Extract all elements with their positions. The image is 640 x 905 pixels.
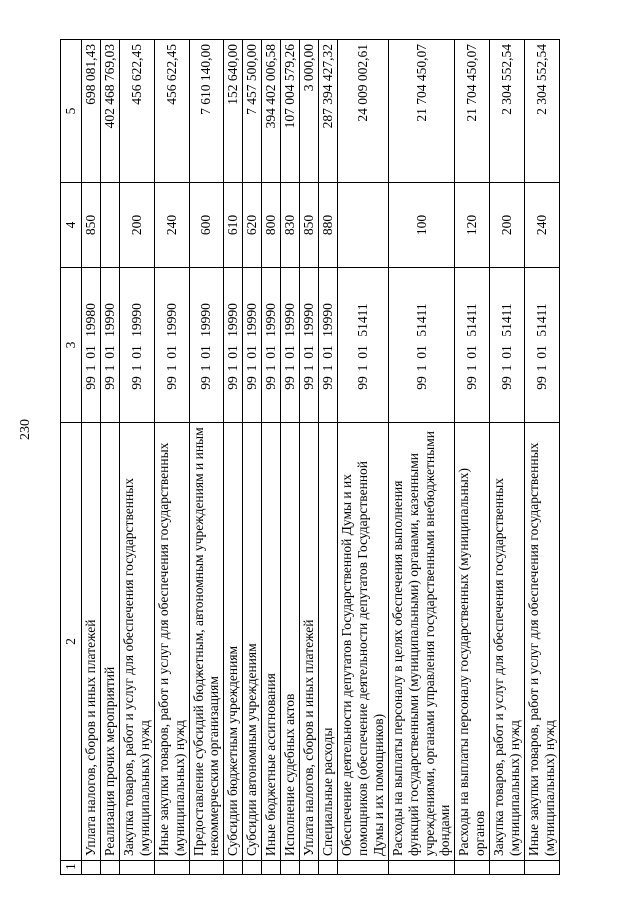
code-part: 19990 xyxy=(128,303,144,337)
table-row xyxy=(189,40,224,875)
column-header: 2 xyxy=(61,423,82,861)
amount: 456 622,45 xyxy=(119,40,154,183)
code-part: 1 xyxy=(301,364,317,372)
row-marker-cell xyxy=(525,861,560,875)
expense-type-code xyxy=(337,183,388,268)
code-part: 01 xyxy=(354,345,370,359)
row-marker-cell xyxy=(490,861,525,875)
amount: 402 468 769,03 xyxy=(100,40,119,183)
amount: 24 009 002,61 xyxy=(337,40,388,183)
expense-name: Исполнение судебных актов xyxy=(281,423,300,861)
code-part: 1 xyxy=(464,364,480,372)
row-marker-cell xyxy=(455,861,490,875)
row-marker-cell xyxy=(100,861,119,875)
row-marker-cell xyxy=(318,861,337,875)
code-part: 99 xyxy=(101,376,117,390)
code-part: 99 xyxy=(319,376,335,390)
expense-name: Предоставление субсидий бюджетным, автономным учреждениям и иным некоммерческим организациям xyxy=(189,423,224,861)
amount: 394 402 006,58 xyxy=(262,40,281,183)
code-part: 01 xyxy=(163,345,179,359)
code-part: 51411 xyxy=(464,303,480,337)
expense-type-code: 800 xyxy=(262,183,281,268)
code-part: 1 xyxy=(128,364,144,372)
row-marker-cell xyxy=(262,861,281,875)
expense-name: Иные бюджетные ассигнования xyxy=(262,423,281,861)
table-row xyxy=(243,40,262,875)
row-marker-cell xyxy=(337,861,388,875)
table-header-row xyxy=(61,40,82,875)
code-part: 99 xyxy=(499,376,515,390)
code-part: 01 xyxy=(301,345,317,359)
amount: 287 394 427,32 xyxy=(318,40,337,183)
amount: 21 704 450,07 xyxy=(455,40,490,183)
target-article-code xyxy=(455,268,490,423)
code-part: 1 xyxy=(413,364,429,372)
code-part: 1 xyxy=(244,364,260,372)
code-part: 99 xyxy=(83,376,98,390)
row-marker-cell xyxy=(224,861,243,875)
page-number: 230 xyxy=(18,419,33,440)
expense-name: Иные закупки товаров, работ и услуг для обеспечения государственных (муниципальных) нужд xyxy=(154,423,189,861)
table-row xyxy=(119,40,154,875)
expense-name: Специальные расходы xyxy=(318,423,337,861)
code-part: 1 xyxy=(101,364,117,372)
code-part: 19990 xyxy=(319,303,335,337)
target-article-code xyxy=(119,268,154,423)
table-row xyxy=(300,40,319,875)
target-article-code xyxy=(154,268,189,423)
row-marker-cell xyxy=(300,861,319,875)
code-part: 1 xyxy=(282,364,298,372)
budget-table xyxy=(60,39,560,875)
code-part: 99 xyxy=(282,376,298,390)
code-part: 19990 xyxy=(225,303,241,337)
code-part: 19990 xyxy=(163,303,179,337)
target-article-code xyxy=(100,268,119,423)
expense-name: Реализация прочих мероприятий xyxy=(100,423,119,861)
row-marker-cell xyxy=(281,861,300,875)
expense-name: Расходы на выплаты персоналу государственных (муниципальных) органов xyxy=(455,423,490,861)
row-marker-cell xyxy=(119,861,154,875)
code-part: 01 xyxy=(464,345,480,359)
expense-type-code xyxy=(100,183,119,268)
expense-name: Обеспечение деятельности депутатов Государственной Думы и их помощников (обеспечение деятельности депутатов Государственной Думы и их помощников) xyxy=(337,423,388,861)
code-part: 01 xyxy=(128,345,144,359)
code-part: 51411 xyxy=(499,303,515,337)
column-header: 4 xyxy=(61,183,82,268)
amount: 152 640,00 xyxy=(224,40,243,183)
column-header: 1 xyxy=(61,861,82,875)
expense-type-code: 100 xyxy=(388,183,455,268)
target-article-code xyxy=(490,268,525,423)
amount: 3 000,00 xyxy=(300,40,319,183)
code-part: 19980 xyxy=(83,303,98,337)
code-part: 01 xyxy=(499,345,515,359)
code-part: 01 xyxy=(534,345,549,359)
table-row xyxy=(100,40,119,875)
expense-type-code: 600 xyxy=(189,183,224,268)
table-row xyxy=(337,40,388,875)
amount: 7 610 140,00 xyxy=(189,40,224,183)
amount: 21 704 450,07 xyxy=(388,40,455,183)
code-part: 01 xyxy=(244,345,260,359)
code-part: 01 xyxy=(101,345,117,359)
code-part: 01 xyxy=(83,345,98,359)
code-part: 19990 xyxy=(301,303,317,337)
expense-type-code: 200 xyxy=(119,183,154,268)
table-row xyxy=(388,40,455,875)
code-part: 99 xyxy=(128,376,144,390)
code-part: 99 xyxy=(413,376,429,390)
expense-type-code: 620 xyxy=(243,183,262,268)
code-part: 99 xyxy=(244,376,260,390)
expense-name: Иные закупки товаров, работ и услуг для обеспечения государственных (муниципальных) нужд xyxy=(525,423,560,861)
code-part: 51411 xyxy=(354,303,370,337)
rotated-page-content xyxy=(60,40,605,875)
code-part: 99 xyxy=(354,376,370,390)
row-marker-cell xyxy=(243,861,262,875)
target-article-code xyxy=(388,268,455,423)
code-part: 01 xyxy=(225,345,241,359)
expense-type-code: 240 xyxy=(154,183,189,268)
target-article-code xyxy=(300,268,319,423)
target-article-code xyxy=(224,268,243,423)
expense-type-code: 610 xyxy=(224,183,243,268)
code-part: 19990 xyxy=(244,303,260,337)
code-part: 51411 xyxy=(413,303,429,337)
expense-type-code: 120 xyxy=(455,183,490,268)
table-row xyxy=(281,40,300,875)
code-part: 51411 xyxy=(534,303,549,337)
target-article-code xyxy=(337,268,388,423)
table-row xyxy=(490,40,525,875)
table-row xyxy=(154,40,189,875)
code-part: 01 xyxy=(263,345,279,359)
amount: 2 304 552,54 xyxy=(525,40,560,183)
code-part: 1 xyxy=(534,364,549,372)
table-row xyxy=(455,40,490,875)
expense-type-code: 830 xyxy=(281,183,300,268)
code-part: 01 xyxy=(198,345,214,359)
row-marker-cell xyxy=(388,861,455,875)
code-part: 19990 xyxy=(282,303,298,337)
table-row xyxy=(525,40,560,875)
amount: 698 081,43 xyxy=(82,40,101,183)
amount: 7 457 500,00 xyxy=(243,40,262,183)
code-part: 1 xyxy=(198,364,214,372)
code-part: 01 xyxy=(413,345,429,359)
code-part: 1 xyxy=(83,364,98,372)
code-part: 99 xyxy=(198,376,214,390)
target-article-code xyxy=(262,268,281,423)
amount: 107 004 579,26 xyxy=(281,40,300,183)
expense-type-code: 850 xyxy=(82,183,101,268)
code-part: 19990 xyxy=(263,303,279,337)
expense-type-code: 880 xyxy=(318,183,337,268)
code-part: 01 xyxy=(282,345,298,359)
code-part: 1 xyxy=(499,364,515,372)
expense-name: Расходы на выплаты персоналу в целях обеспечения выполнения функций государственными (муниципальными) органами, казенными учреждениями, органами управления государственными внебюджетными фондами xyxy=(388,423,455,861)
target-article-code xyxy=(525,268,560,423)
row-marker-cell xyxy=(82,861,101,875)
expense-type-code: 240 xyxy=(525,183,560,268)
target-article-code xyxy=(243,268,262,423)
table-row xyxy=(262,40,281,875)
target-article-code xyxy=(82,268,101,423)
code-part: 19990 xyxy=(198,303,214,337)
table-row xyxy=(224,40,243,875)
code-part: 99 xyxy=(163,376,179,390)
expense-name: Закупка товаров, работ и услуг для обеспечения государственных (муниципальных) нужд xyxy=(119,423,154,861)
code-part: 1 xyxy=(163,364,179,372)
code-part: 99 xyxy=(225,376,241,390)
row-marker-cell xyxy=(189,861,224,875)
expense-name: Уплата налогов, сборов и иных платежей xyxy=(300,423,319,861)
row-marker-cell xyxy=(154,861,189,875)
target-article-code xyxy=(281,268,300,423)
expense-name: Субсидии автономным учреждениям xyxy=(243,423,262,861)
code-part: 1 xyxy=(225,364,241,372)
column-header: 3 xyxy=(61,268,82,423)
target-article-code xyxy=(318,268,337,423)
code-part: 1 xyxy=(319,364,335,372)
expense-name: Закупка товаров, работ и услуг для обеспечения государственных (муниципальных) нужд xyxy=(490,423,525,861)
table-row xyxy=(82,40,101,875)
code-part: 01 xyxy=(319,345,335,359)
code-part: 1 xyxy=(263,364,279,372)
code-part: 99 xyxy=(263,376,279,390)
amount: 456 622,45 xyxy=(154,40,189,183)
expense-name: Уплата налогов, сборов и иных платежей xyxy=(82,423,101,861)
target-article-code xyxy=(189,268,224,423)
expense-type-code: 200 xyxy=(490,183,525,268)
code-part: 99 xyxy=(534,376,549,390)
expense-name: Субсидии бюджетным учреждениям xyxy=(224,423,243,861)
table-row xyxy=(318,40,337,875)
code-part: 19990 xyxy=(101,303,117,337)
column-header: 5 xyxy=(61,40,82,183)
expense-type-code: 850 xyxy=(300,183,319,268)
code-part: 99 xyxy=(301,376,317,390)
code-part: 1 xyxy=(354,364,370,372)
code-part: 99 xyxy=(464,376,480,390)
amount: 2 304 552,54 xyxy=(490,40,525,183)
